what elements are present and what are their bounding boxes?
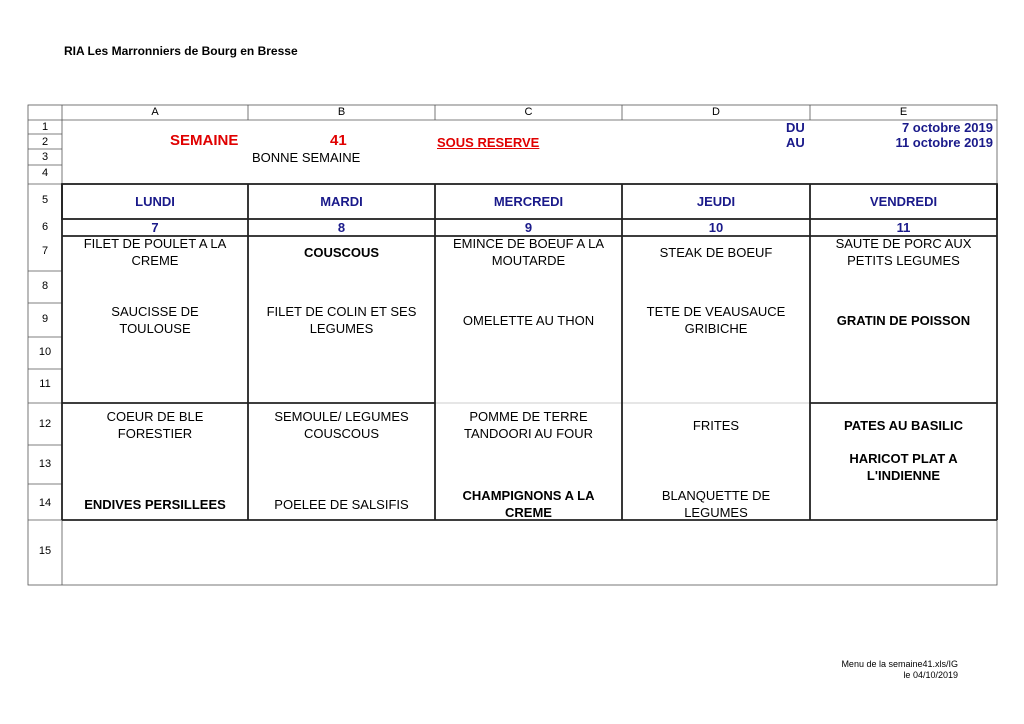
document-title: RIA Les Marronniers de Bourg en Bresse — [64, 44, 298, 58]
menu-item-main2-thursday: TETE DE VEAUSAUCE GRIBICHE — [646, 304, 786, 336]
date-to: 11 octobre 2019 — [895, 135, 993, 150]
menu-item-main1-monday: FILET DE POULET A LA CREME — [83, 236, 227, 268]
day-name-friday: VENDREDI — [869, 194, 938, 209]
menu-item-main2-monday: SAUCISSE DE TOULOUSE — [111, 304, 199, 336]
day-name-wednesday: MERCREDI — [493, 194, 564, 209]
menu-item-side1-tuesday: SEMOULE/ LEGUMES COUSCOUS — [274, 409, 409, 441]
week-number: 41 — [330, 132, 347, 149]
row-number: 13 — [38, 458, 52, 470]
row-number: 4 — [41, 167, 49, 179]
column-header-e: E — [899, 106, 908, 118]
column-header-c: C — [524, 106, 533, 118]
date-to-label: AU — [786, 135, 805, 150]
row-number: 7 — [41, 245, 49, 257]
day-name-thursday: JEUDI — [696, 194, 736, 209]
row-number: 3 — [41, 151, 49, 163]
menu-item-main1-wednesday: EMINCE DE BOEUF A LA MOUTARDE — [453, 236, 604, 268]
menu-item-side1-wednesday: POMME DE TERRE TANDOORI AU FOUR — [463, 409, 594, 441]
day-number-monday: 7 — [151, 220, 159, 235]
column-header-d: D — [712, 106, 720, 118]
menu-item-side2-tuesday: POELEE DE SALSIFIS — [274, 497, 409, 512]
menu-item-main1-thursday: STEAK DE BOEUF — [659, 245, 773, 260]
footer-date: le 04/10/2019 — [903, 670, 958, 680]
row-number: 11 — [39, 378, 51, 390]
day-number-tuesday: 8 — [337, 220, 346, 235]
day-name-tuesday: MARDI — [320, 194, 363, 209]
week-label: SEMAINE — [170, 132, 239, 149]
row-number: 14 — [38, 497, 52, 509]
footer-filename: Menu de la semaine41.xls/IG — [841, 659, 958, 669]
menu-item-main2-friday: GRATIN DE POISSON — [836, 313, 971, 328]
column-header-a: A — [151, 106, 159, 118]
row-number: 5 — [41, 194, 49, 206]
day-number-wednesday: 9 — [524, 220, 533, 235]
reserve-notice: SOUS RESERVE — [437, 135, 540, 150]
menu-item-side2-thursday: BLANQUETTE DE LEGUMES — [661, 488, 771, 520]
menu-item-side1-thursday: FRITES — [692, 418, 740, 433]
menu-item-side1-monday: COEUR DE BLE FORESTIER — [106, 409, 204, 441]
menu-item-main1-friday: SAUTE DE PORC AUX PETITS LEGUMES — [835, 236, 972, 268]
menu-item-main2-wednesday: OMELETTE AU THON — [462, 313, 595, 328]
menu-item-side-extra-friday: HARICOT PLAT A L'INDIENNE — [849, 451, 958, 483]
row-number: 10 — [38, 346, 52, 358]
row-number: 2 — [41, 136, 49, 148]
day-name-monday: LUNDI — [135, 194, 175, 209]
menu-item-side2-monday: ENDIVES PERSILLEES — [84, 497, 226, 512]
day-number-thursday: 10 — [708, 220, 724, 235]
menu-item-side2-wednesday: CHAMPIGNONS A LA CREME — [462, 488, 595, 520]
row-number: 1 — [41, 121, 49, 133]
row-number: 9 — [41, 313, 49, 325]
row-number: 6 — [41, 221, 49, 233]
row-number: 12 — [38, 418, 52, 430]
greeting: BONNE SEMAINE — [252, 150, 361, 165]
date-from-label: DU — [786, 120, 805, 135]
row-number: 8 — [41, 280, 49, 292]
menu-item-main1-tuesday: COUSCOUS — [303, 245, 380, 260]
day-number-friday: 11 — [896, 220, 911, 235]
date-from: 7 octobre 2019 — [901, 120, 993, 135]
menu-item-main2-tuesday: FILET DE COLIN ET SES LEGUMES — [266, 304, 417, 336]
column-header-b: B — [337, 106, 346, 118]
menu-item-side1-friday: PATES AU BASILIC — [844, 418, 963, 433]
row-number: 15 — [38, 545, 52, 557]
